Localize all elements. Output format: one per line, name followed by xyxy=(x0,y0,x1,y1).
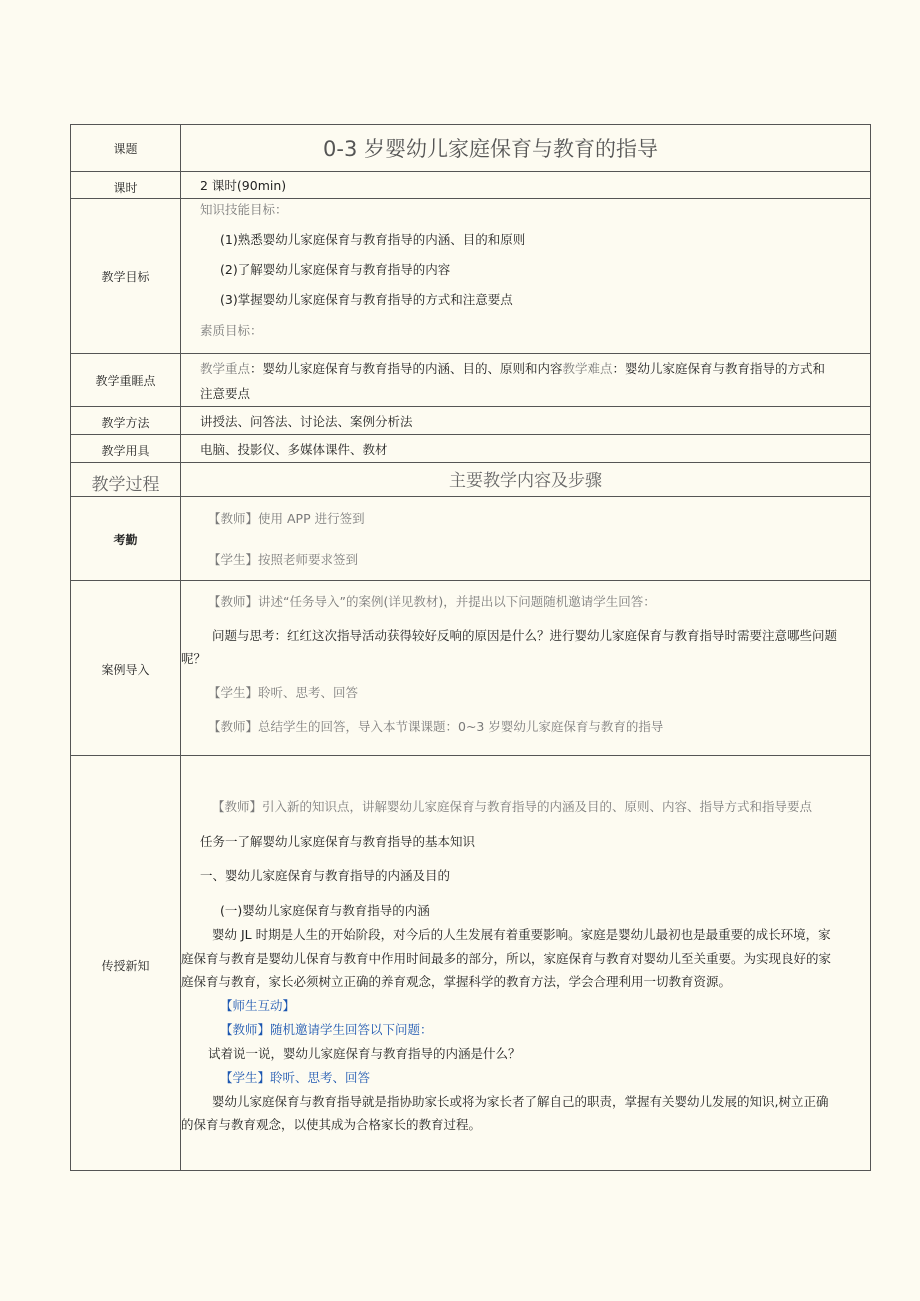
objectives-label: 教学目标 xyxy=(101,270,150,284)
case-question-cont: 呢？ xyxy=(181,651,207,666)
case-student: 【学生】聆听、思考、回答 xyxy=(208,685,359,700)
hours-value: 2 课时(90min) xyxy=(200,178,287,193)
quality-heading: 素质目标： xyxy=(200,323,263,338)
teacher-question-tag: 【教师】随机邀请学生回答以下问题： xyxy=(220,1022,433,1037)
methods-value: 讲授法、问答法、讨论法、案例分析法 xyxy=(200,414,413,429)
key-points-line xyxy=(200,358,825,380)
methods-label: 教学方法 xyxy=(101,416,150,430)
row-divider xyxy=(71,198,870,199)
row-divider xyxy=(71,353,870,354)
difficulty-text-cont: 注意要点 xyxy=(200,386,251,401)
new-knowledge-label: 传授新知 xyxy=(101,959,150,973)
objective-item: (3)掌握婴幼儿家庭保育与教育指导的方式和注意要点 xyxy=(220,292,513,307)
discussion-question: 试着说一说，婴幼儿家庭保育与教育指导的内涵是什么？ xyxy=(208,1046,521,1061)
paragraph-line: 婴幼 JL 时期是人生的开始阶段，对今后的人生发展有着重要影响。家庭是婴幼儿最初也是最重要的成长环境，家 xyxy=(212,927,831,942)
case-teacher: 【教师】讲述“任务导入”的案例(详见教材)，并提出以下问题随机邀请学生回答： xyxy=(208,594,656,609)
case-summary: 【教师】总结学生的回答，导入本节课课题：0~3 岁婴幼儿家庭保育与教育的指导 xyxy=(208,719,664,734)
task-title: 任务一了解婴幼儿家庭保育与教育指导的基本知识 xyxy=(200,834,476,849)
paragraph-line: 庭保育与教育是婴幼儿保育与教育中作用时间最多的部分，所以，家庭保育与教育对婴幼儿至关重要。为实现良好的家 xyxy=(181,951,832,966)
row-divider xyxy=(71,434,870,435)
tools-value: 电脑、投影仪、多媒体课件、教材 xyxy=(200,442,388,457)
case-question: 问题与思考：红红这次指导活动获得较好反响的原因是什么？进行婴幼儿家庭保育与教育指导时需要注意哪些问题 xyxy=(212,628,838,643)
row-divider xyxy=(71,171,870,172)
key-points-label: 教学重睚点 xyxy=(95,374,156,388)
interaction-tag: 【师生互动】 xyxy=(220,998,296,1013)
paragraph-line: 庭保育与教育，家长必须树立正确的养育观念，掌握科学的教育方法，学会合理利用一切教育资源。 xyxy=(181,974,732,989)
key-tag: 教学重点 xyxy=(200,361,251,376)
lesson-title: 0-3 岁婴幼儿家庭保育与教育的指导 xyxy=(323,137,658,161)
tools-label: 教学用具 xyxy=(101,444,150,458)
case-intro-label: 案例导入 xyxy=(101,663,150,677)
attendance-teacher: 【教师】使用 APP 进行签到 xyxy=(208,511,365,526)
title-label: 课题 xyxy=(113,142,138,156)
attendance-label: 考勤 xyxy=(113,533,138,547)
difficulty-text: ：婴幼儿家庭保育与教育指导的方式和 xyxy=(612,361,826,376)
knowledge-intro: 【教师】引入新的知识点，讲解婴幼儿家庭保育与教育指导的内涵及目的、原则、内容、指导方式和指导要点 xyxy=(212,799,813,814)
row-divider xyxy=(71,462,870,463)
paragraph-line: 婴幼儿家庭保育与教育指导就是指协助家长或将为家长者了解自己的职责，掌握有关婴幼儿发展的知识,树立正确 xyxy=(212,1094,829,1109)
objective-item: (2)了解婴幼儿家庭保育与教育指导的内容 xyxy=(220,262,451,277)
process-header-right: 主要教学内容及步骤 xyxy=(449,471,602,491)
row-divider xyxy=(71,406,870,407)
student-answer-tag: 【学生】聆听、思考、回答 xyxy=(220,1070,371,1085)
process-header-left: 教学过程 xyxy=(91,475,160,495)
knowledge-heading: 知识技能目标： xyxy=(200,202,288,217)
attendance-student: 【学生】按照老师要求签到 xyxy=(208,552,359,567)
section-title: 一、婴幼儿家庭保育与教育指导的内涵及目的 xyxy=(200,868,451,883)
row-divider xyxy=(71,580,870,581)
objective-item: (1)熟悉婴幼儿家庭保育与教育指导的内涵、目的和原则 xyxy=(220,232,526,247)
hours-label: 课时 xyxy=(113,181,138,195)
subsection-title: (一)婴幼儿家庭保育与教育指导的内涵 xyxy=(220,903,430,918)
paragraph-line: 的保育与教育观念，以使其成为合格家长的教育过程。 xyxy=(181,1117,482,1132)
difficulty-tag: 教学难点 xyxy=(562,361,613,376)
key-text: ：婴幼儿家庭保育与教育指导的内涵、目的、原则和内容 xyxy=(250,361,563,376)
row-divider xyxy=(71,496,870,497)
row-divider xyxy=(71,755,870,756)
